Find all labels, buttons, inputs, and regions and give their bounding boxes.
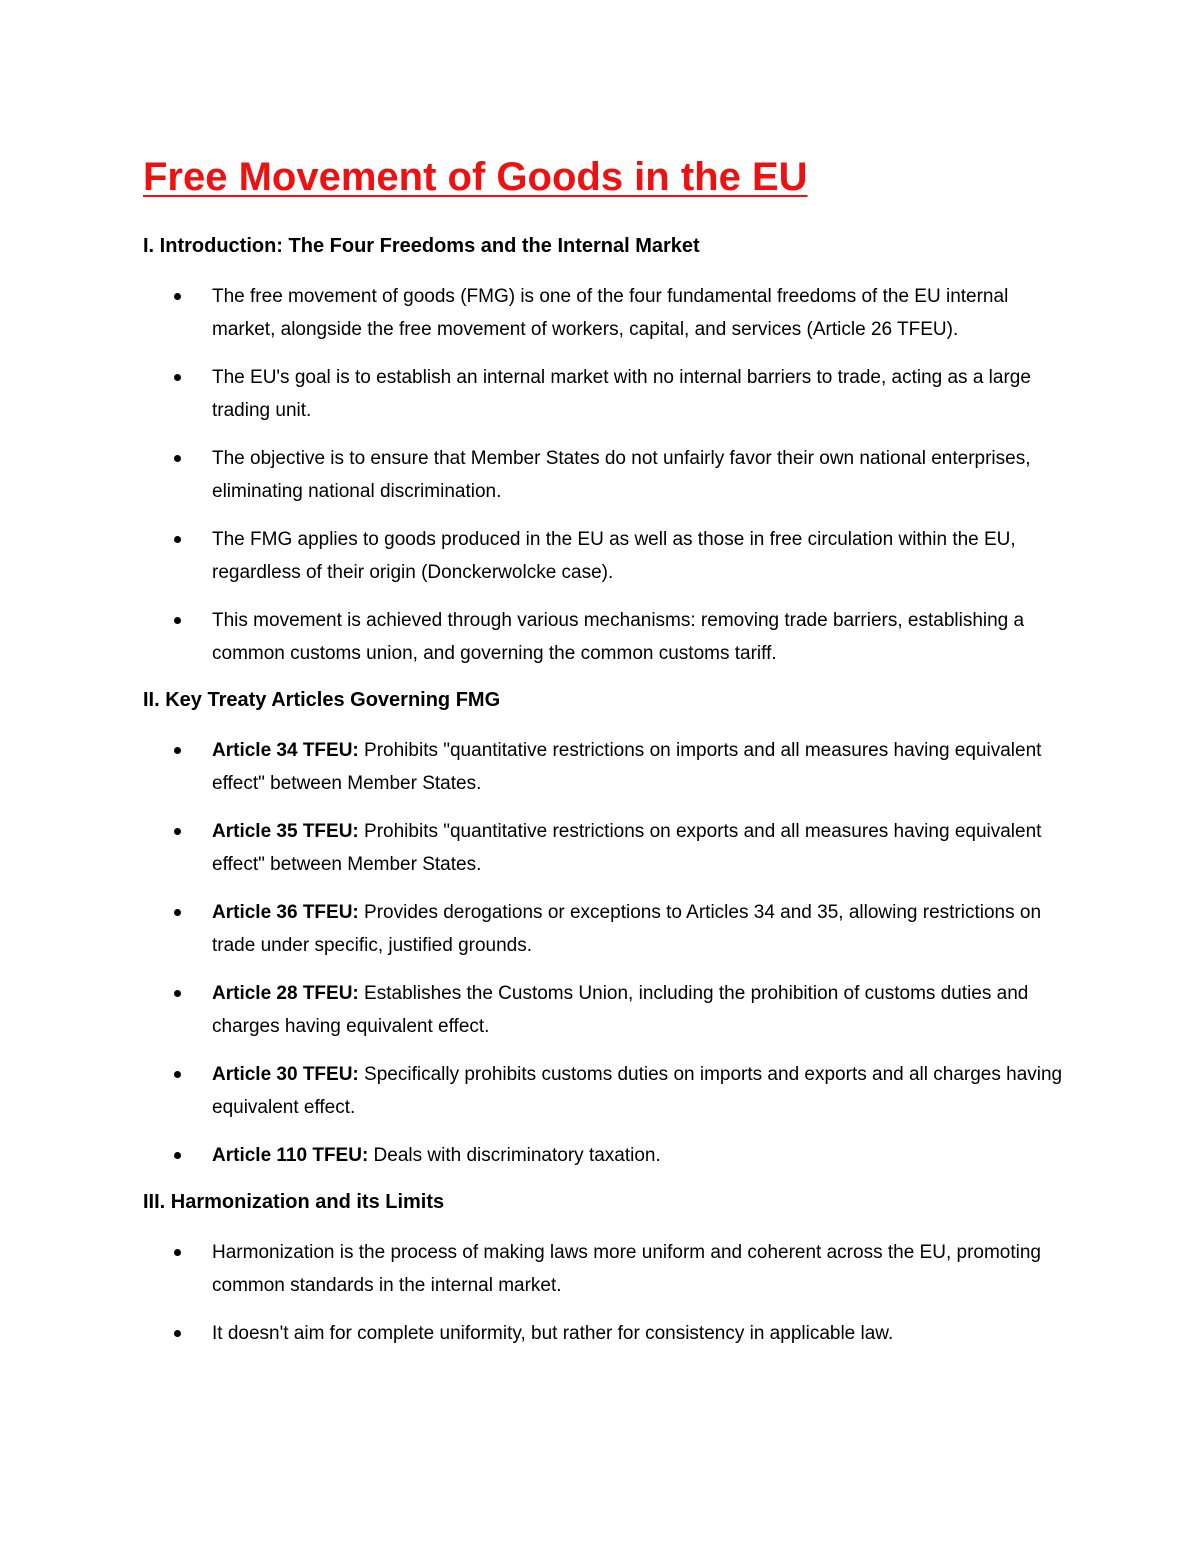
list-item-text: It doesn't aim for complete uniformity, but rather for consistency in applicable law. <box>212 1323 894 1344</box>
list-item <box>143 604 1063 670</box>
section-heading-treaty-articles: II. Key Treaty Articles Governing FMG <box>143 689 501 711</box>
document-title: Free Movement of Goods in the EU <box>143 155 808 199</box>
list-item-text: Harmonization is the process of making laws more uniform and coherent across the EU, promoting common standards in the internal market. <box>212 1242 1041 1296</box>
bullet-icon <box>174 1071 181 1078</box>
list-item <box>143 1317 1063 1350</box>
list-item <box>143 1139 1063 1172</box>
list-item-text: Deals with discriminatory taxation. <box>368 1145 661 1166</box>
section-heading-harmonization: III. Harmonization and its Limits <box>143 1191 445 1213</box>
document-page <box>143 150 1063 1350</box>
article-label: Article 34 TFEU: <box>212 740 359 761</box>
bullet-icon <box>174 374 181 381</box>
bullet-icon <box>174 828 181 835</box>
list-item <box>143 1058 1063 1124</box>
list-item <box>143 815 1063 881</box>
bullet-icon <box>174 990 181 997</box>
bullet-icon <box>174 1249 181 1256</box>
bullet-icon <box>174 909 181 916</box>
bullet-icon <box>174 455 181 462</box>
list-item-text: The FMG applies to goods produced in the EU as well as those in free circulation within the EU, regardless of their origin (Donckerwolcke case). <box>212 529 1016 583</box>
section-list-introduction <box>143 280 1063 670</box>
article-label: Article 30 TFEU: <box>212 1064 359 1085</box>
bullet-icon <box>174 1152 181 1159</box>
list-item-text: Specifically prohibits customs duties on imports and exports and all charges having equivalent effect. <box>212 1064 1063 1118</box>
list-item <box>143 1236 1063 1302</box>
list-item <box>143 361 1063 427</box>
list-item-text: This movement is achieved through various mechanisms: removing trade barriers, establishing a common customs union, and governing the common customs tariff. <box>212 610 1025 664</box>
list-item-text: Establishes the Customs Union, including the prohibition of customs duties and charges having equivalent effect. <box>212 983 1029 1037</box>
bullet-icon <box>174 1330 181 1337</box>
list-item <box>143 896 1063 962</box>
list-item <box>143 280 1063 346</box>
section-list-treaty-articles <box>143 734 1063 1172</box>
list-item-text: Provides derogations or exceptions to Articles 34 and 35, allowing restrictions on trade under specific, justified grounds. <box>212 902 1042 956</box>
list-item-text: The objective is to ensure that Member States do not unfairly favor their own national enterprises, eliminating national discrimination. <box>212 448 1031 502</box>
article-label: Article 28 TFEU: <box>212 983 359 1004</box>
list-item-text: The free movement of goods (FMG) is one of the four fundamental freedoms of the EU internal market, alongside the free movement of workers, capital, and services (Article 26 TFEU). <box>212 286 1009 340</box>
bullet-icon <box>174 293 181 300</box>
list-item <box>143 734 1063 800</box>
list-item <box>143 523 1063 589</box>
bullet-icon <box>174 747 181 754</box>
list-item-text: Prohibits "quantitative restrictions on imports and all measures having equivalent effect" between Member States. <box>212 740 1042 794</box>
list-item <box>143 977 1063 1043</box>
article-label: Article 110 TFEU: <box>212 1145 369 1166</box>
bullet-icon <box>174 617 181 624</box>
bullet-icon <box>174 536 181 543</box>
list-item-text: The EU's goal is to establish an internal market with no internal barriers to trade, acting as a large trading unit. <box>212 367 1031 421</box>
section-list-harmonization <box>143 1236 1063 1350</box>
section-heading-introduction: I. Introduction: The Four Freedoms and the Internal Market <box>143 235 700 257</box>
list-item <box>143 442 1063 508</box>
list-item-text: Prohibits "quantitative restrictions on exports and all measures having equivalent effect" between Member States. <box>212 821 1042 875</box>
article-label: Article 36 TFEU: <box>212 902 359 923</box>
article-label: Article 35 TFEU: <box>212 821 359 842</box>
